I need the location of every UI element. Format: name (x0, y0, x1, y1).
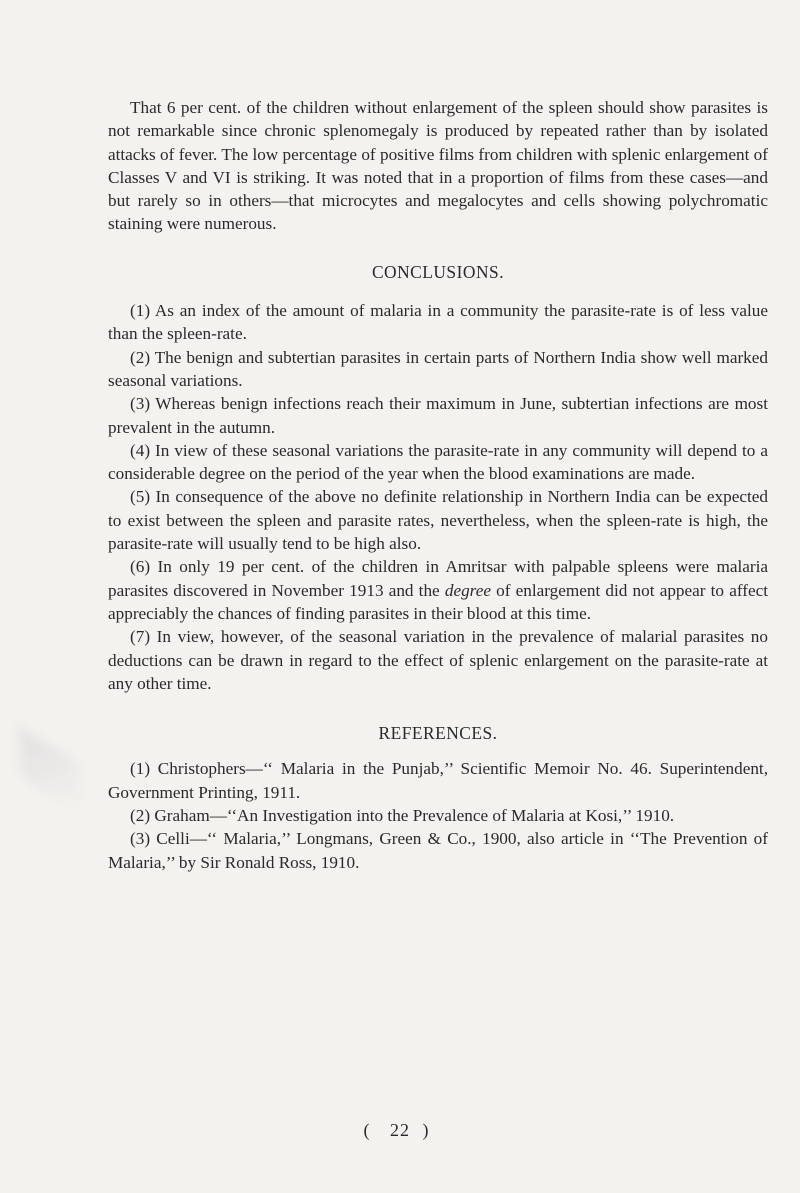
reference-item-2: (2) Graham—‘‘An Investigation into the Prevalence of Malaria at Kosi,’’ 1910. (130, 806, 675, 826)
page-number: ( 22 ) (363, 1120, 437, 1140)
page-number-value: 22 (390, 1120, 410, 1140)
reference-item-3: (3) Celli—‘‘ Malaria,’’ Longmans, Green & Co., 1900, also article in ‘‘The Prevention of Malaria,’’ by Sir Ronald Ross, 1910. (108, 829, 768, 872)
conclusion-item-6-emphasis: degree (444, 580, 491, 600)
references-heading: REFERENCES. (378, 723, 498, 744)
conclusion-item-6-after: of enlargement did not appear to affect appreciably the chances of finding parasites in their blood at this time. (108, 580, 768, 623)
conclusion-item-5: (5) In consequence of the above no definite relationship in Northern India can be expected to exist between the spleen and parasite rates, nevertheless, when the spleen-rate is high, the parasite-rate will usually tend to be high also. (108, 487, 768, 554)
scan-smudge (20, 728, 80, 813)
conclusion-item-2: (2) The benign and subtertian parasites in certain parts of Northern India show well marked seasonal variations. (108, 347, 768, 390)
reference-item-1: (1) Christophers—‘‘ Malaria in the Punjab,’’ Scientific Memoir No. 46. Superintendent, Government Printing, 1911. (108, 759, 768, 802)
conclusion-item-7: (7) In view, however, of the seasonal variation in the prevalence of malarial parasites no deductions can be drawn in regard to the effect of splenic enlargement on the parasite-rate at any other time. (108, 627, 768, 693)
conclusion-item-6 (108, 555, 768, 625)
conclusion-item-1: (1) As an index of the amount of malaria in a community the parasite-rate is of less value than the spleen-rate. (108, 301, 768, 344)
page-body (108, 96, 768, 874)
conclusion-item-6-before: (6) In only 19 per cent. of the children in Amritsar with palpable spleens were malaria parasites discovered in November 1913 and the (108, 557, 768, 600)
conclusions-heading: CONCLUSIONS. (371, 261, 505, 282)
conclusion-item-4: (4) In view of these seasonal variations the parasite-rate in any community will depend to a considerable degree on the period of the year when the blood examinations are made. (108, 440, 768, 484)
conclusion-item-3: (3) Whereas benign infections reach their maximum in June, subtertian infections are most prevalent in the autumn. (108, 394, 768, 437)
intro-paragraph: That 6 per cent. of the children without enlargement of the spleen should show parasites is not remarkable since chronic splenomegaly is produced by repeated rather than by isolated attacks of fever. The low percentage of positive films from children with splenic enlargement of Classes V and VI is striking. It was noted that in a proportion of films from these cases—and but rarely so in others—that microcytes and megalocytes and cells showing polychromatic staining were numerous. (108, 98, 768, 234)
